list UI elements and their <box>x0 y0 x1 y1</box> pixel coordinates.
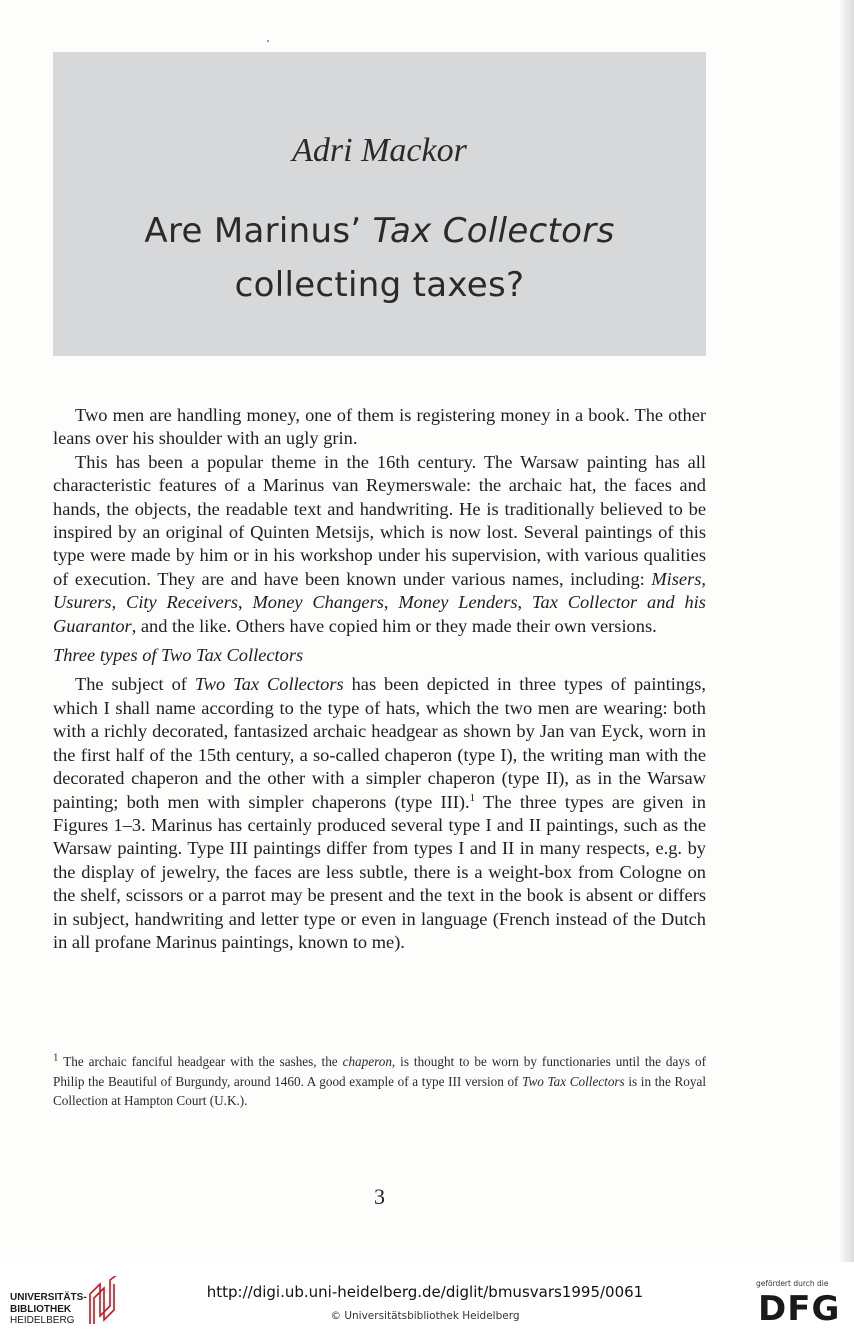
ub-logo-line-2: BIBLIOTHEK <box>10 1303 72 1315</box>
p2-title-city-receivers: City Receivers <box>126 592 239 613</box>
title-box <box>53 52 706 356</box>
article-title <box>53 204 706 312</box>
p2-sep-2: , <box>111 592 127 613</box>
author-name: Adri Mackor <box>292 132 467 169</box>
paragraph-2 <box>53 451 706 638</box>
scan-mark <box>267 40 269 42</box>
p2-title-tax-collector: Tax Collector and his Guarantor <box>53 592 706 636</box>
footnote-text-a: The archaic fanciful headgear with the sashes, the <box>58 1054 343 1069</box>
p2-title-money-lenders: Money Lenders <box>398 592 518 613</box>
footnote-text-c: is in the Royal Collection at Hampton Court (U.K.). <box>53 1073 706 1108</box>
paragraph-1: Two men are handling money, one of them is registering money in a book. The other leans over his shoulder with an ugly grin. <box>53 405 706 449</box>
p2-sep-5: , <box>517 592 532 613</box>
title-line-2: collecting taxes? <box>234 265 525 305</box>
title-line-1-text: Are Marinus’ <box>144 211 373 251</box>
p2-sep-4: , <box>383 592 399 613</box>
ub-heidelberg-logo[interactable] <box>10 1292 87 1327</box>
source-url-link[interactable]: http://digi.ub.uni-heidelberg.de/diglit/bmusvars1995/0061 <box>206 1283 644 1301</box>
dfg-logo[interactable]: DFG <box>758 1289 841 1329</box>
article-body <box>53 404 706 954</box>
footnote-italic-title: Two Tax Collectors <box>522 1073 625 1089</box>
copyright-notice: © Universitätsbibliothek Heidelberg <box>330 1310 520 1322</box>
p2-sep-1: , <box>701 568 706 589</box>
p3-text-b: has been depicted in three types of paintings, which I shall name according to the type of hats, which the two men are wearing: both with a richly decorated, fantasized archaic headgear as shown by Jan van Eyck, worn in the first half of the 15th century, a so-called chaperon (type I), the writing man with the decorated chaperon and the other with a simpler chaperon (type II), as in the Warsaw painting; both men with simpler chaperons (type III). <box>53 674 707 812</box>
p2-title-money-changers: Money Changers <box>252 592 384 613</box>
footnote-ref[interactable]: 1 <box>469 791 476 804</box>
footnote-number: 1 <box>53 1051 59 1064</box>
ub-logo-line-3: HEIDELBERG <box>10 1315 75 1326</box>
page-edge-shadow <box>840 0 854 1262</box>
title-line-1-italic: Tax Collectors <box>372 211 615 251</box>
ub-logo-line-1: UNIVERSITÄTS- <box>10 1292 87 1303</box>
p2-sep-3: , <box>238 592 253 613</box>
p2-title-misers: Misers <box>651 568 702 589</box>
section-heading: Three types of Two Tax Collectors <box>53 645 304 666</box>
p3-title-italic: Two Tax Collectors <box>194 674 344 695</box>
footnote-text-b: , is thought to be worn by functionaries until the days of Philip the Beautiful of Burgundy, around 1460. A good example of a type III version of <box>53 1054 706 1089</box>
paragraph-3 <box>53 673 706 954</box>
p2-title-usurers: Usurers <box>53 592 112 613</box>
p2-text-end: , and the like. Others have copied him or they made their own versions. <box>131 615 657 636</box>
footnote-italic-chaperon: chaperon <box>342 1054 392 1069</box>
p3-text-a: The subject of <box>75 674 195 695</box>
page-number: 3 <box>374 1184 385 1209</box>
title-line-1 <box>53 204 706 258</box>
ub-logo-icon <box>86 1276 120 1326</box>
p2-text-a: This has been a popular theme in the 16th century. The Warsaw painting has all characteristic features of a Marinus van Reymerswale: the archaic hat, the faces and hands, the objects, the readable text and handwriting. He is traditionally believed to be inspired by an original of Quinten Metsijs, which is now lost. Several paintings of this type were made by him or in his workshop under his supervision, with various qualities of execution. They are and have been known under various names, including: <box>53 451 706 589</box>
footnote <box>53 1052 706 1111</box>
dfg-caption: gefördert durch die <box>756 1279 829 1288</box>
p3-text-c: The three types are given in Figures 1–3. Marinus has certainly produced several type I and II paintings, such as the Warsaw painting. Type III paintings differ from types I and II in many respects, e.g. by the display of jewelry, the faces are less subtle, there is a weight-box from Cologne on the shelf, scissors or a parrot may be present and the text in the book is absent or differs in subject, handwriting and letter type or even in language (French instead of the Dutch in all profane Marinus paintings, known to me). <box>53 791 706 952</box>
